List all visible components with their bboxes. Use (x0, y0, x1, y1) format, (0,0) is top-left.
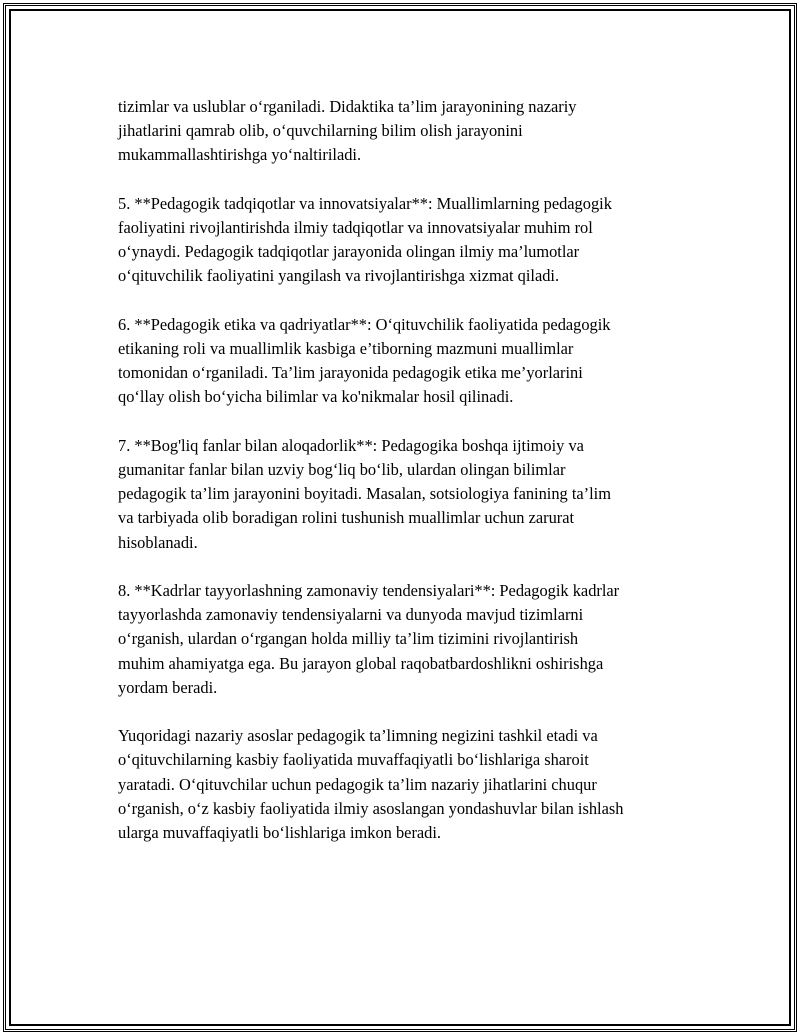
text-line: ularga muvaffaqiyatli bo‘lishlariga imkon beradi. (118, 823, 442, 843)
text-line: Yuqoridagi nazariy asoslar pedagogik ta’limning negizini tashkil etadi va (118, 726, 598, 746)
paragraph-conclusion (118, 724, 698, 845)
text-line: o‘qituvchilarning kasbiy faoliyatida muvaffaqiyatli bo‘lishlariga sharoit (118, 750, 589, 770)
text-line: 5. **Pedagogik tadqiqotlar va innovatsiyalar**: Muallimlarning pedagogik (118, 193, 612, 213)
text-line: jihatlarini qamrab olib, o‘quvchilarning bilim olish jarayonini (118, 121, 523, 141)
paragraph-item-6 (118, 313, 698, 410)
text-line: o‘ynaydi. Pedagogik tadqiqotlar jarayonida olingan ilmiy ma’lumotlar (118, 242, 580, 262)
text-line: o‘qituvchilik faoliyatini yangilash va rivojlantirishga xizmat qiladi. (118, 266, 560, 286)
text-line: hisoblanadi. (118, 532, 198, 552)
text-line: tizimlar va uslublar o‘rganiladi. Didaktika ta’lim jarayonining nazariy (118, 97, 577, 116)
paragraph-item-5 (118, 192, 698, 289)
text-line: etikaning roli va muallimlik kasbiga e’tiborning mazmuni muallimlar (118, 339, 574, 358)
text-line: o‘rganish, ulardan o‘rgangan holda milliy ta’lim tizimini rivojlantirish (118, 629, 579, 649)
text-line: faoliyatini rivojlantirishda ilmiy tadqiqotlar va innovatsiyalar muhim rol (118, 218, 593, 237)
text-line: pedagogik ta’lim jarayonini boyitadi. Masalan, sotsiologiya fanining ta’lim (118, 484, 611, 504)
document-body (118, 95, 698, 869)
text-line: tayyorlashda zamonaviy tendensiyalarni va dunyoda mavjud tizimlarni (118, 605, 584, 625)
text-line: yordam beradi. (118, 677, 218, 697)
text-line: o‘rganish, o‘z kasbiy faoliyatida ilmiy asoslangan yondashuvlar bilan ishlash (118, 798, 624, 818)
text-line: qo‘llay olish bo‘yicha bilimlar va ko'nikmalar hosil qilinadi. (118, 387, 514, 407)
text-line: yaratadi. O‘qituvchilar uchun pedagogik ta’lim nazariy jihatlarini chuqur (118, 774, 597, 794)
text-line: va tarbiyada olib boradigan rolini tushunish muallimlar uchun zarurat (118, 508, 575, 528)
text-line: 7. **Bog'liq fanlar bilan aloqadorlik**: Pedagogika boshqa ijtimoiy va (118, 435, 584, 455)
paragraph-didactics-continuation (118, 95, 698, 168)
paragraph-item-7 (118, 434, 698, 555)
text-line: 6. **Pedagogik etika va qadriyatlar**: O‘qituvchilik faoliyatida pedagogik (118, 314, 611, 334)
text-line: 8. **Kadrlar tayyorlashning zamonaviy tendensiyalari**: Pedagogik kadrlar (118, 581, 620, 600)
paragraph-item-8 (118, 579, 698, 700)
text-line: muhim ahamiyatga ega. Bu jarayon global raqobatbardoshlikni oshirishga (118, 653, 604, 673)
text-line: mukammallashtirishga yo‘naltiriladi. (118, 145, 362, 165)
text-line: tomonidan o‘rganiladi. Ta’lim jarayonida pedagogik etika me’yorlarini (118, 363, 583, 383)
text-line: gumanitar fanlar bilan uzviy bog‘liq bo‘lib, ulardan olingan bilimlar (118, 460, 566, 479)
